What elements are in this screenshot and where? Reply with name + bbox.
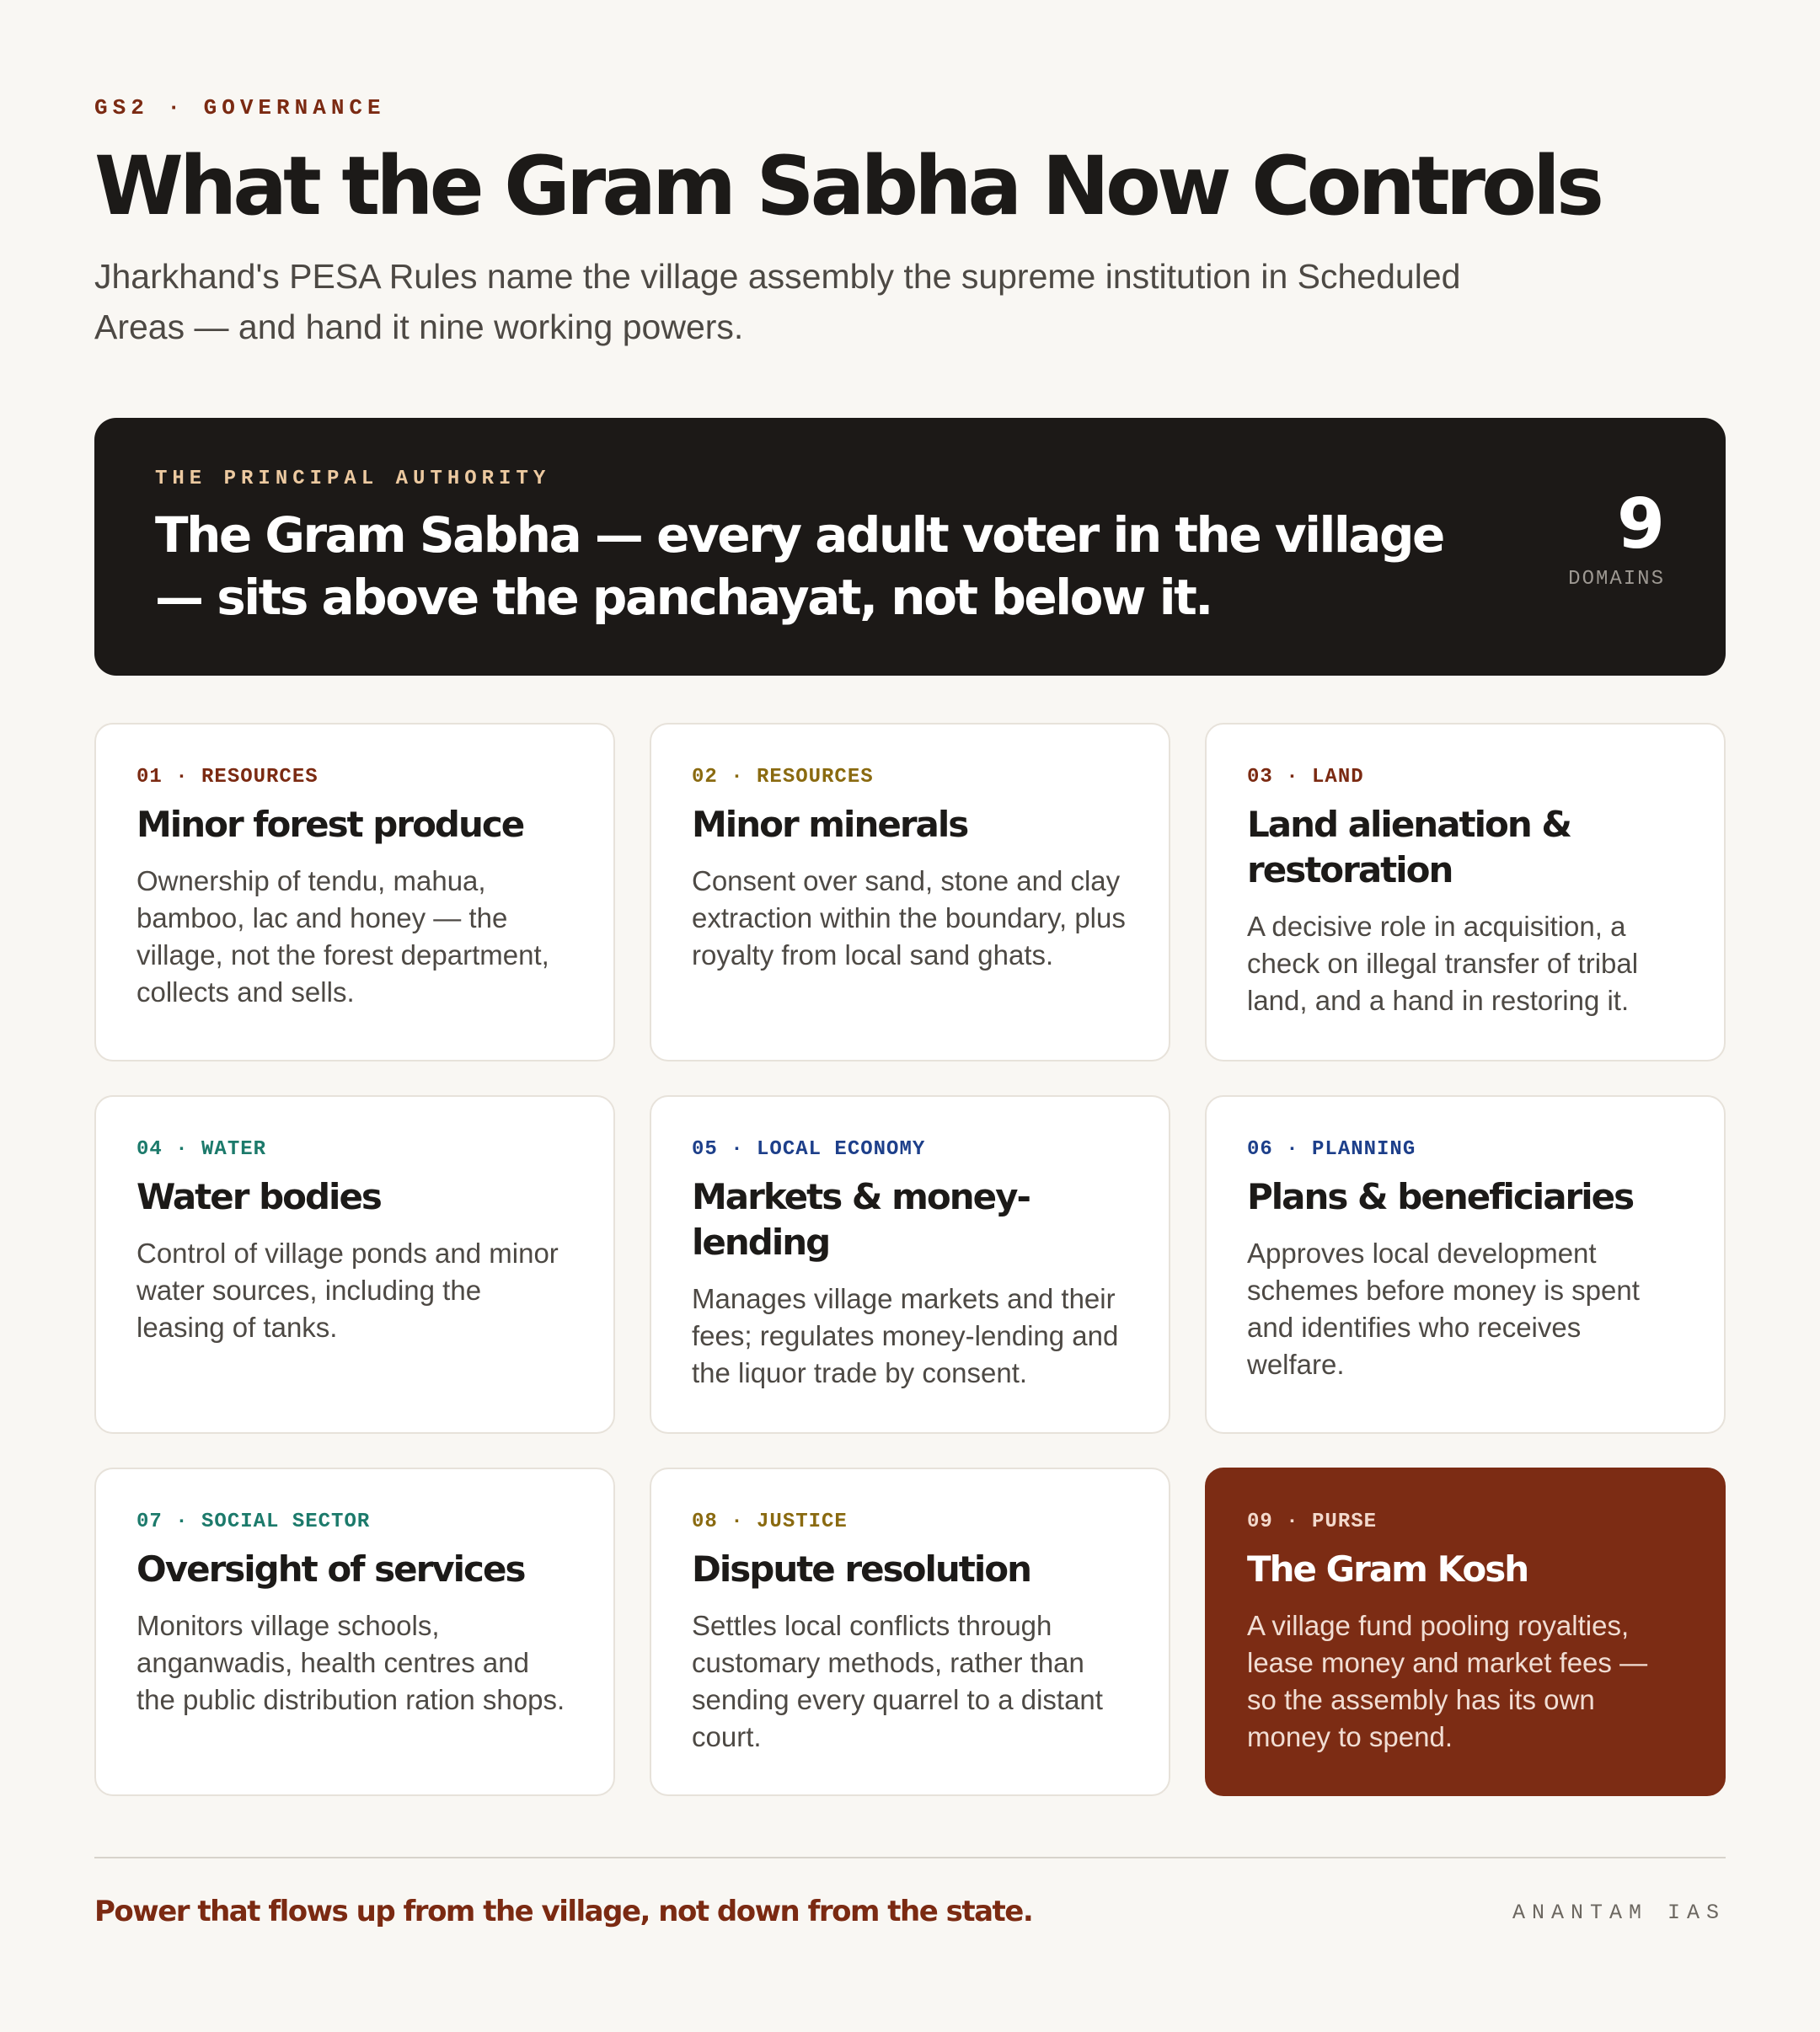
principal-authority-banner xyxy=(94,418,1726,676)
page-title: What the Gram Sabha Now Controls xyxy=(94,139,1601,233)
card-title: Markets & money-lending xyxy=(692,1176,1030,1263)
card-tag: 03 · LAND xyxy=(1247,766,1364,789)
card-description: Manages village markets and their fees; regulates money-lending and the liquor trade by consent. xyxy=(692,1283,1119,1388)
domain-count-label: DOMAINS xyxy=(1568,568,1665,591)
card-tag: 09 · PURSE xyxy=(1247,1511,1378,1533)
card-title: Water bodies xyxy=(136,1176,381,1217)
banner-statement: The Gram Sabha — every adult voter in the village — sits above the panchayat, not below it. xyxy=(155,506,1443,626)
banner-eyebrow: THE PRINCIPAL AUTHORITY xyxy=(155,468,551,490)
domain-count-number: 9 xyxy=(1616,484,1665,564)
power-card-dispute-resolution xyxy=(650,1468,1170,1796)
card-title: The Gram Kosh xyxy=(1247,1548,1528,1590)
card-title: Dispute resolution xyxy=(692,1548,1030,1590)
card-description: Approves local development schemes before money is spent and identifies who receives welfare. xyxy=(1247,1238,1640,1380)
card-description: Control of village ponds and minor water sources, including the leasing of tanks. xyxy=(136,1238,559,1343)
card-description: Consent over sand, stone and clay extraction within the boundary, plus royalty from local sand ghats. xyxy=(692,865,1126,971)
card-title: Minor minerals xyxy=(692,804,968,845)
card-tag: 07 · SOCIAL SECTOR xyxy=(136,1511,371,1533)
power-card-minor-forest-produce xyxy=(94,723,615,1061)
card-tag: 01 · RESOURCES xyxy=(136,766,318,789)
footer-tagline: Power that flows up from the village, not down from the state. xyxy=(94,1895,1033,1928)
power-card-oversight-of-services xyxy=(94,1468,615,1796)
card-description: Settles local conflicts through customary methods, rather than sending every quarrel to a distant court. xyxy=(692,1610,1103,1752)
power-card-markets-money-lending xyxy=(650,1095,1170,1434)
brand-mark: ANANTAM IAS xyxy=(1512,1901,1726,1925)
card-tag: 06 · PLANNING xyxy=(1247,1138,1416,1161)
card-title: Land alienation & restoration xyxy=(1247,804,1571,890)
page-subtitle: Jharkhand's PESA Rules name the village assembly the supreme institution in Scheduled Areas — and hand it nine working powers. xyxy=(94,257,1461,346)
card-tag: 02 · RESOURCES xyxy=(692,766,874,789)
footer-divider xyxy=(94,1857,1726,1858)
card-title: Plans & beneficiaries xyxy=(1247,1176,1634,1217)
card-tag: 04 · WATER xyxy=(136,1138,267,1161)
card-description: Ownership of tendu, mahua, bamboo, lac and honey — the village, not the forest department, collects and sells. xyxy=(136,865,549,1008)
card-title: Oversight of services xyxy=(136,1548,525,1590)
power-card-land-alienation xyxy=(1205,723,1726,1061)
power-card-gram-kosh xyxy=(1205,1468,1726,1796)
power-card-minor-minerals xyxy=(650,723,1170,1061)
card-description: A decisive role in acquisition, a check on illegal transfer of tribal land, and a hand in restoring it. xyxy=(1247,911,1639,1016)
card-tag: 08 · JUSTICE xyxy=(692,1511,848,1533)
card-title: Minor forest produce xyxy=(136,804,524,845)
card-description: Monitors village schools, anganwadis, health centres and the public distribution ration shops. xyxy=(136,1610,565,1715)
card-tag: 05 · LOCAL ECONOMY xyxy=(692,1138,926,1161)
section-eyebrow: GS2 · GOVERNANCE xyxy=(94,95,386,120)
card-description: A village fund pooling royalties, lease money and market fees — so the assembly has its own money to spend. xyxy=(1247,1610,1648,1752)
power-card-plans-beneficiaries xyxy=(1205,1095,1726,1434)
power-card-water-bodies xyxy=(94,1095,615,1434)
domain-count xyxy=(1568,484,1665,591)
